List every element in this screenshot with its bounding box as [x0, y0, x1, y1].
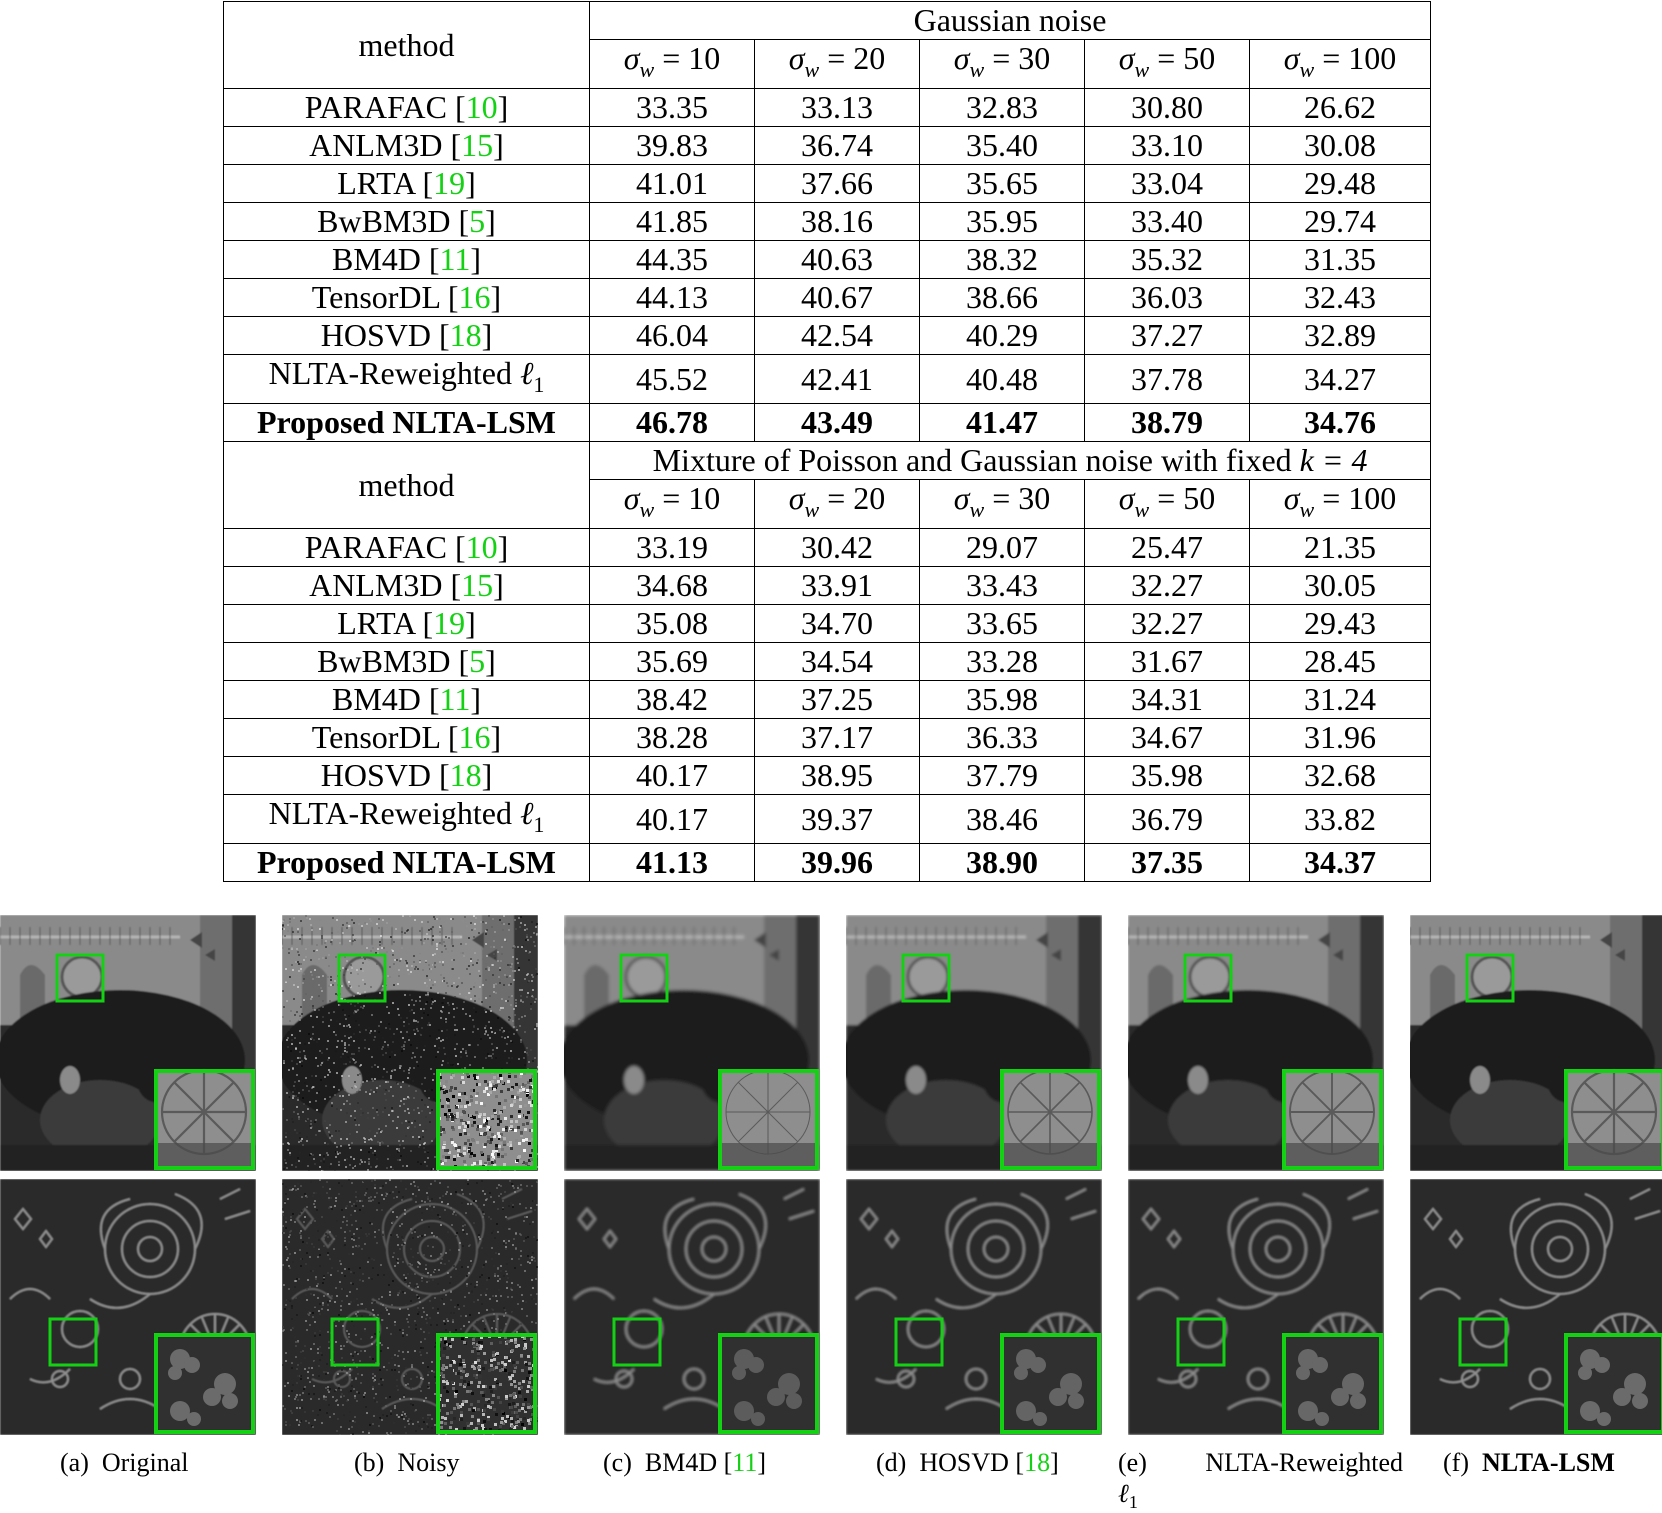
psnr-value: 37.66	[755, 165, 920, 203]
psnr-value: 38.28	[590, 719, 755, 757]
table-row	[224, 355, 1431, 404]
psnr-value: 40.17	[590, 757, 755, 795]
sigma-header: $\sigma_w = 30$	[920, 40, 1085, 89]
method-name: ANLM3D	[309, 567, 443, 603]
caption-label: (a)	[60, 1448, 89, 1477]
best-psnr-value: 34.37	[1250, 844, 1431, 882]
method-name: BwBM3D	[317, 203, 451, 239]
method-name: LRTA	[337, 165, 415, 201]
psnr-value: 36.33	[920, 719, 1085, 757]
citation-link[interactable]: 11	[439, 681, 471, 717]
psnr-value: 38.16	[755, 203, 920, 241]
psnr-value: 35.69	[590, 643, 755, 681]
psnr-value: 35.98	[1085, 757, 1250, 795]
psnr-value: 38.32	[920, 241, 1085, 279]
method-header: method	[224, 442, 590, 529]
noise-type-header	[590, 442, 1431, 480]
psnr-value: 44.13	[590, 279, 755, 317]
method-name-cell	[224, 355, 590, 404]
psnr-value: 34.68	[590, 567, 755, 605]
citation-link[interactable]: 16	[458, 279, 491, 315]
citation-link[interactable]: 15	[461, 567, 494, 603]
table-row	[224, 279, 1431, 317]
psnr-value: 42.54	[755, 317, 920, 355]
psnr-value: 31.35	[1250, 241, 1431, 279]
psnr-value: 30.42	[755, 529, 920, 567]
psnr-value: 33.35	[590, 89, 755, 127]
psnr-value: 32.83	[920, 89, 1085, 127]
sigma-header: $\sigma_w = 50$	[1085, 480, 1250, 529]
psnr-value: 35.65	[920, 165, 1085, 203]
k-value: k = 4	[1299, 442, 1368, 478]
citation-link[interactable]: 10	[465, 529, 498, 565]
best-psnr-value: 34.76	[1250, 404, 1431, 442]
psnr-value: 30.05	[1250, 567, 1431, 605]
caption-text: NLTA-LSM	[1481, 1448, 1615, 1477]
citation-link[interactable]: 5	[469, 203, 486, 239]
psnr-value: 32.27	[1085, 605, 1250, 643]
psnr-value: 34.27	[1250, 355, 1431, 404]
psnr-value: 29.74	[1250, 203, 1431, 241]
table-row	[224, 241, 1431, 279]
method-name-cell: HOSVD [18]	[224, 757, 590, 795]
caption-label: (f)	[1443, 1448, 1469, 1477]
sigma-value: 30	[1018, 40, 1051, 76]
caption-label: (c)	[603, 1448, 632, 1477]
citation-link[interactable]: 18	[449, 317, 482, 353]
psnr-value: 29.43	[1250, 605, 1431, 643]
face-image-nlta-lsm	[1410, 915, 1662, 1171]
sigma-value: 30	[1018, 480, 1051, 516]
best-row	[224, 844, 1431, 882]
caption-text: BM4D	[644, 1448, 718, 1477]
method-name-cell: ANLM3D [15]	[224, 567, 590, 605]
psnr-value: 41.01	[590, 165, 755, 203]
psnr-value: 39.83	[590, 127, 755, 165]
method-name-cell: HOSVD [18]	[224, 317, 590, 355]
method-name-cell: LRTA [19]	[224, 605, 590, 643]
best-psnr-value: 37.35	[1085, 844, 1250, 882]
caption-bm4d: (c) BM4D [11]	[603, 1448, 766, 1477]
face-image-nlta-reweighted	[1128, 915, 1384, 1171]
sigma-header: $\sigma_w = 20$	[755, 480, 920, 529]
citation-link[interactable]: 19	[433, 605, 466, 641]
psnr-value: 33.13	[755, 89, 920, 127]
method-name: BM4D	[331, 241, 421, 277]
psnr-value: 29.48	[1250, 165, 1431, 203]
sigma-value: 100	[1348, 480, 1397, 516]
citation-link[interactable]: 15	[461, 127, 494, 163]
sigma-header: $\sigma_w = 20$	[755, 40, 920, 89]
psnr-value: 30.80	[1085, 89, 1250, 127]
face-image-original	[0, 915, 256, 1171]
sigma-value: 10	[688, 480, 721, 516]
face-image-bm4d	[564, 915, 820, 1171]
citation-link[interactable]: 11	[439, 241, 471, 277]
psnr-value: 35.40	[920, 127, 1085, 165]
psnr-value: 25.47	[1085, 529, 1250, 567]
method-name: HOSVD	[320, 317, 431, 353]
caption-text: NLTA-Reweighted	[1205, 1448, 1404, 1477]
method-name: LRTA	[337, 605, 415, 641]
table-row	[224, 795, 1431, 844]
method-name: PARAFAC	[304, 529, 447, 565]
flower-image-bm4d	[564, 1179, 820, 1435]
psnr-value: 35.98	[920, 681, 1085, 719]
psnr-value: 36.79	[1085, 795, 1250, 844]
method-name-cell: TensorDL [16]	[224, 279, 590, 317]
method-name-cell: PARAFAC [10]	[224, 89, 590, 127]
caption-hosvd: (d) HOSVD [18]	[876, 1448, 1059, 1477]
psnr-value: 32.68	[1250, 757, 1431, 795]
sigma-header: $\sigma_w = 10$	[590, 40, 755, 89]
caption-text: Noisy	[397, 1448, 460, 1477]
citation-link[interactable]: 18	[1024, 1448, 1051, 1477]
best-psnr-value: 39.96	[755, 844, 920, 882]
psnr-value: 46.04	[590, 317, 755, 355]
psnr-value: 33.43	[920, 567, 1085, 605]
method-name-cell: BM4D [11]	[224, 241, 590, 279]
flower-image-nlta-reweighted	[1128, 1179, 1384, 1435]
psnr-value: 40.29	[920, 317, 1085, 355]
table-row	[224, 317, 1431, 355]
method-name-cell: LRTA [19]	[224, 165, 590, 203]
table-row	[224, 127, 1431, 165]
psnr-value: 37.25	[755, 681, 920, 719]
caption-l1-symbol: ℓ$_1$	[1118, 1479, 1138, 1512]
method-name: BM4D	[331, 681, 421, 717]
method-name-cell: TensorDL [16]	[224, 719, 590, 757]
psnr-value: 41.85	[590, 203, 755, 241]
psnr-value: 37.78	[1085, 355, 1250, 404]
method-name: HOSVD	[320, 757, 431, 793]
noise-type-title: Mixture of Poisson and Gaussian noise with fixed	[652, 442, 1292, 478]
table-row	[224, 567, 1431, 605]
header-row	[224, 2, 1431, 40]
method-name-cell: BwBM3D [5]	[224, 203, 590, 241]
method-name: TensorDL	[311, 719, 440, 755]
caption-nlta-reweighted	[1118, 1448, 1403, 1478]
method-name-cell: BM4D [11]	[224, 681, 590, 719]
psnr-value: 35.08	[590, 605, 755, 643]
l1-symbol: ℓ$_1$	[519, 355, 545, 397]
caption-noisy	[354, 1448, 459, 1478]
best-psnr-value: 38.79	[1085, 404, 1250, 442]
sigma-value: 10	[688, 40, 721, 76]
psnr-value: 39.37	[755, 795, 920, 844]
caption-label: (d)	[876, 1448, 907, 1477]
psnr-value: 33.28	[920, 643, 1085, 681]
citation-link[interactable]: 18	[449, 757, 482, 793]
table-row	[224, 605, 1431, 643]
face-image-noisy	[282, 915, 538, 1171]
best-psnr-value: 41.13	[590, 844, 755, 882]
method-name-cell: PARAFAC [10]	[224, 529, 590, 567]
best-row	[224, 404, 1431, 442]
psnr-value: 40.67	[755, 279, 920, 317]
psnr-value: 33.04	[1085, 165, 1250, 203]
header-row	[224, 442, 1431, 480]
psnr-value: 32.89	[1250, 317, 1431, 355]
method-name: PARAFAC	[304, 89, 447, 125]
psnr-value: 31.24	[1250, 681, 1431, 719]
caption-nlta-lsm	[1443, 1448, 1615, 1478]
psnr-value: 42.41	[755, 355, 920, 404]
sigma-header: $\sigma_w = 50$	[1085, 40, 1250, 89]
sigma-value: 20	[853, 40, 886, 76]
psnr-value: 44.35	[590, 241, 755, 279]
citation-link[interactable]: 11	[732, 1448, 758, 1477]
psnr-value: 33.91	[755, 567, 920, 605]
sigma-value: 20	[853, 480, 886, 516]
table-row	[224, 529, 1431, 567]
psnr-value: 32.27	[1085, 567, 1250, 605]
caption-text: Original	[101, 1448, 189, 1477]
psnr-value: 35.95	[920, 203, 1085, 241]
psnr-value: 34.70	[755, 605, 920, 643]
method-name: NLTA-Reweighted	[268, 795, 512, 831]
best-psnr-value: 46.78	[590, 404, 755, 442]
psnr-value: 40.63	[755, 241, 920, 279]
noise-type-title: Gaussian noise	[913, 2, 1107, 38]
psnr-value: 30.08	[1250, 127, 1431, 165]
psnr-value: 38.42	[590, 681, 755, 719]
method-name: ANLM3D	[309, 127, 443, 163]
method-name: BwBM3D	[317, 643, 451, 679]
psnr-value: 21.35	[1250, 529, 1431, 567]
method-header: method	[224, 2, 590, 89]
sigma-value: 100	[1348, 40, 1397, 76]
face-image-hosvd	[846, 915, 1102, 1171]
table-row	[224, 89, 1431, 127]
citation-link[interactable]: 5	[469, 643, 486, 679]
table-row	[224, 757, 1431, 795]
psnr-value: 38.46	[920, 795, 1085, 844]
psnr-value: 26.62	[1250, 89, 1431, 127]
sigma-header: $\sigma_w = 10$	[590, 480, 755, 529]
results-table	[223, 1, 1431, 882]
flower-image-hosvd	[846, 1179, 1102, 1435]
psnr-value: 28.45	[1250, 643, 1431, 681]
flower-image-original	[0, 1179, 256, 1435]
caption-label: (b)	[354, 1448, 385, 1477]
table-row	[224, 165, 1431, 203]
best-psnr-value: 38.90	[920, 844, 1085, 882]
psnr-value: 40.48	[920, 355, 1085, 404]
l1-symbol: ℓ$_1$	[519, 795, 545, 837]
psnr-value: 37.27	[1085, 317, 1250, 355]
noise-type-header	[590, 2, 1431, 40]
psnr-value: 36.03	[1085, 279, 1250, 317]
psnr-value: 37.17	[755, 719, 920, 757]
sigma-header: $\sigma_w = 100$	[1250, 480, 1431, 529]
psnr-value: 29.07	[920, 529, 1085, 567]
best-psnr-value: 41.47	[920, 404, 1085, 442]
psnr-value: 31.67	[1085, 643, 1250, 681]
psnr-value: 34.54	[755, 643, 920, 681]
table-row	[224, 681, 1431, 719]
psnr-value: 33.19	[590, 529, 755, 567]
psnr-value: 45.52	[590, 355, 755, 404]
table-row	[224, 203, 1431, 241]
method-name-cell	[224, 795, 590, 844]
psnr-value: 36.74	[755, 127, 920, 165]
citation-link[interactable]: 19	[433, 165, 466, 201]
sigma-header: $\sigma_w = 30$	[920, 480, 1085, 529]
flower-image-noisy	[282, 1179, 538, 1435]
sigma-value: 50	[1183, 480, 1216, 516]
psnr-value: 33.65	[920, 605, 1085, 643]
psnr-value: 34.67	[1085, 719, 1250, 757]
psnr-value: 32.43	[1250, 279, 1431, 317]
caption-label: (e)	[1118, 1448, 1147, 1477]
psnr-value: 40.17	[590, 795, 755, 844]
citation-link[interactable]: 10	[465, 89, 498, 125]
citation-link[interactable]: 16	[458, 719, 491, 755]
sigma-header: $\sigma_w = 100$	[1250, 40, 1431, 89]
psnr-value: 37.79	[920, 757, 1085, 795]
psnr-value: 31.96	[1250, 719, 1431, 757]
flower-image-nlta-lsm	[1410, 1179, 1662, 1435]
table-row	[224, 719, 1431, 757]
psnr-value: 33.10	[1085, 127, 1250, 165]
psnr-value: 38.95	[755, 757, 920, 795]
psnr-value: 34.31	[1085, 681, 1250, 719]
proposed-method-name: Proposed NLTA-LSM	[224, 404, 590, 442]
psnr-value: 33.82	[1250, 795, 1431, 844]
caption-original	[60, 1448, 189, 1478]
method-name-cell: ANLM3D [15]	[224, 127, 590, 165]
psnr-value: 35.32	[1085, 241, 1250, 279]
best-psnr-value: 43.49	[755, 404, 920, 442]
sigma-value: 50	[1183, 40, 1216, 76]
proposed-method-name: Proposed NLTA-LSM	[224, 844, 590, 882]
method-name: TensorDL	[311, 279, 440, 315]
table-row	[224, 643, 1431, 681]
method-name: NLTA-Reweighted	[268, 355, 512, 391]
method-name-cell: BwBM3D [5]	[224, 643, 590, 681]
psnr-value: 38.66	[920, 279, 1085, 317]
psnr-value: 33.40	[1085, 203, 1250, 241]
caption-text: HOSVD	[919, 1448, 1009, 1477]
